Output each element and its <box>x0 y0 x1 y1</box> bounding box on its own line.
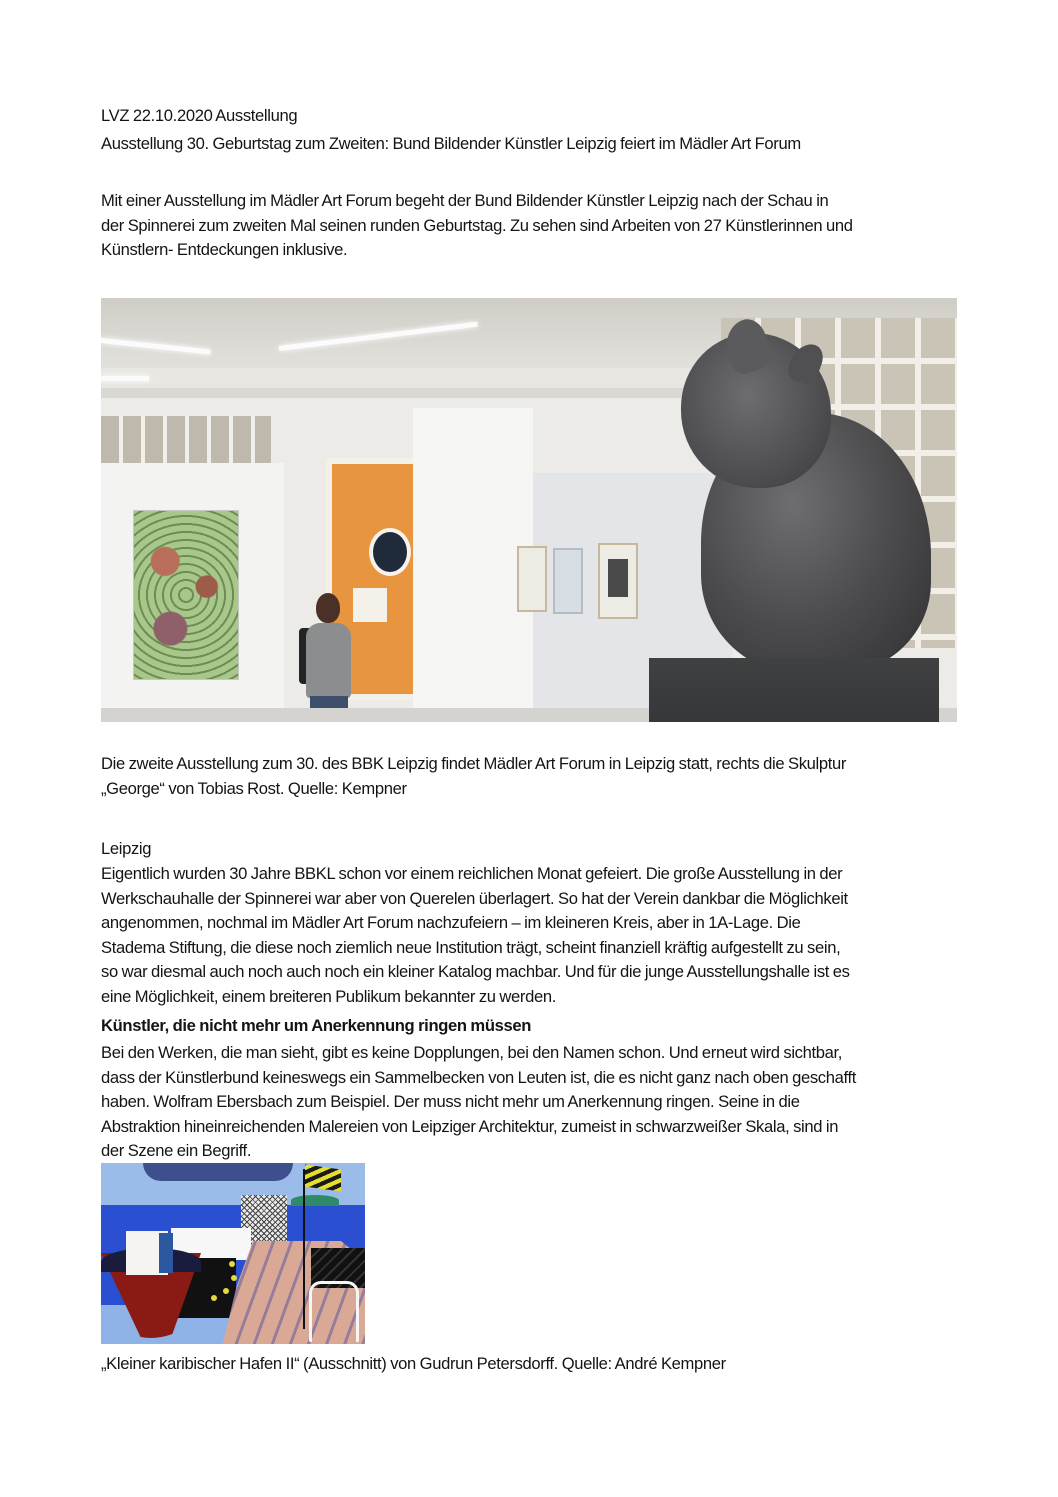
teaser-line: Künstlern- Entdeckungen inklusive. <box>101 240 348 260</box>
exhibition-wall-center <box>413 408 533 722</box>
painting-boat-sail <box>159 1233 173 1273</box>
harbor-painting <box>101 1163 365 1344</box>
caption-line: Die zweite Ausstellung zum 30. des BBK Leipzig findet Mädler Art Forum in Leipzig statt, rechts die Skulptur <box>101 754 847 773</box>
poster-letter <box>353 588 387 622</box>
subheading: Künstler, die nicht mehr um Anerkennung ringen müssen <box>101 1016 532 1035</box>
caption-line: „George“ von Tobias Rost. Quelle: Kempner <box>101 778 407 798</box>
framed-artwork <box>598 543 638 619</box>
teaser-line: Mit einer Ausstellung im Mädler Art Forum begeht der Bund Bildender Künstler Leipzig nach der Schau in <box>101 191 829 210</box>
framed-artwork <box>553 548 583 614</box>
headline: Ausstellung 30. Geburtstag zum Zweiten: Bund Bildender Künstler Leipzig feiert im Mädler Art Forum <box>101 134 801 153</box>
dateline: Leipzig <box>101 839 152 858</box>
body-line: Abstraktion hineinreichenden Malereien von Leipziger Architektur, zumeist in schwarzweißer Skala, sind in <box>101 1116 839 1136</box>
painting-chair <box>309 1281 359 1342</box>
body-line: Bei den Werken, die man sieht, gibt es keine Dopplungen, bei den Namen schon. Und erneut wird sichtbar, <box>101 1043 843 1062</box>
ceiling-light <box>101 376 149 381</box>
teaser-paragraph <box>101 189 981 263</box>
body-line: Werkschauhalle der Spinnerei war aber von Querelen überlagert. So hat der Verein dankbar die Möglichkeit <box>101 888 848 908</box>
poster-circle <box>369 528 411 576</box>
body-line: dass der Künstlerbund keineswegs ein Sammelbecken von Leuten ist, die es nicht ganz nach oben geschafft <box>101 1067 856 1087</box>
figure-2-caption: „Kleiner karibischer Hafen II“ (Ausschnitt) von Gudrun Petersdorff. Quelle: André Kempner <box>101 1354 726 1373</box>
framed-artwork <box>517 546 547 612</box>
body-line: der Szene ein Begriff. <box>101 1141 252 1161</box>
figure-1-caption <box>101 752 981 801</box>
body-line: Eigentlich wurden 30 Jahre BBKL schon vor einem reichlichen Monat gefeiert. Die große Ausstellung in der <box>101 864 843 883</box>
gallery-photo <box>101 298 957 722</box>
body-line: haben. Wolfram Ebersbach zum Beispiel. Der muss nicht mehr um Anerkennung ringen. Seine in die <box>101 1092 800 1112</box>
painting-flagpole <box>303 1169 305 1329</box>
body-line: eine Möglichkeit, einem breiteren Publikum bekannter zu werden. <box>101 986 557 1006</box>
body-paragraph-2 <box>101 1041 981 1164</box>
body-paragraph-1 <box>101 862 981 1010</box>
body-line: Stadema Stiftung, die diese noch ziemlich neue Institution trägt, scheint finanziell kräftig aufgestellt zu sein, <box>101 937 841 957</box>
painting-buoy <box>211 1295 217 1301</box>
painting-cloud <box>143 1163 293 1181</box>
body-line: so war diesmal auch noch auch noch ein kleiner Katalog machbar. Und für die junge Ausstellungshalle ist es <box>101 962 850 982</box>
sculpture-pedestal <box>649 658 939 722</box>
painting-buoy <box>229 1261 235 1267</box>
painting-buoy <box>231 1275 237 1281</box>
painting-buoy <box>223 1288 229 1294</box>
source-line: LVZ 22.10.2020 Ausstellung <box>101 106 298 125</box>
photo-windows <box>101 416 271 466</box>
visitor-head <box>316 593 340 623</box>
painting-island <box>291 1195 339 1206</box>
visitor-body <box>306 623 351 698</box>
teaser-line: der Spinnerei zum zweiten Mal seinen runden Geburtstag. Zu sehen sind Arbeiten von 27 Künstlerinnen und <box>101 215 853 235</box>
body-line: angenommen, nochmal im Mädler Art Forum nachzufeiern – im kleineren Kreis, aber in 1A-Lage. Die <box>101 913 801 933</box>
green-painting <box>133 510 239 680</box>
